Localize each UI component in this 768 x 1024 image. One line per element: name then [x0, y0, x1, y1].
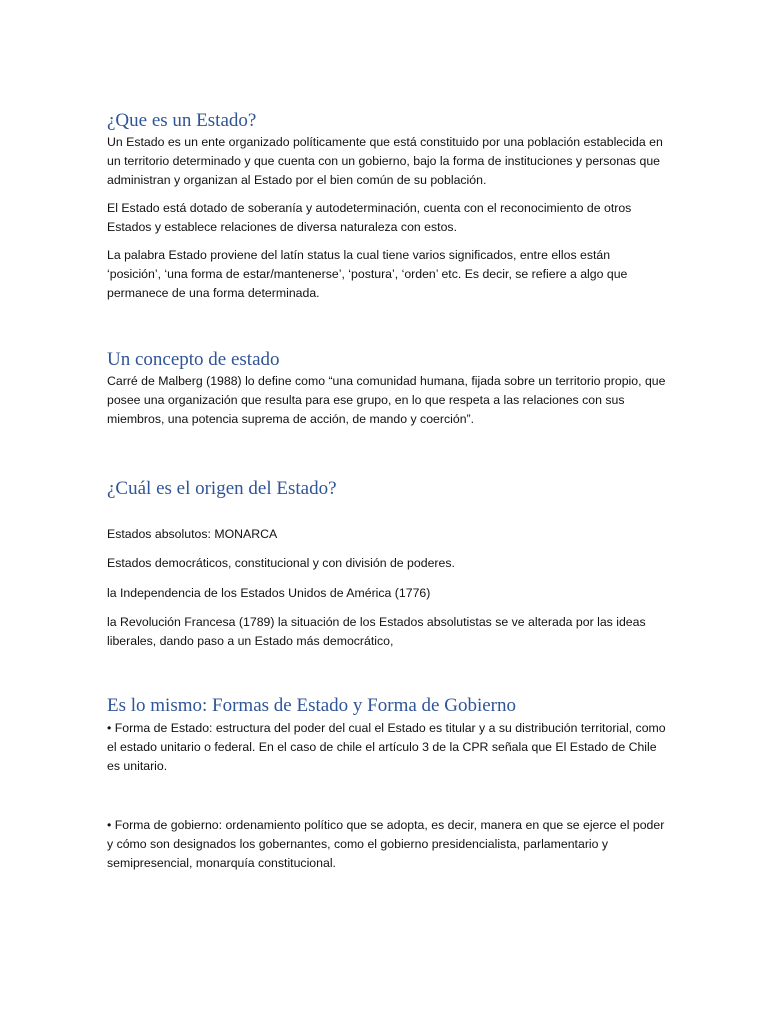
paragraph-definicion: Un Estado es un ente organizado políticamente que está constituido por una población establecida en un territorio determinado y que cuenta con un gobierno, bajo la forma de instituciones y personas que administran y organizan al Estado por el bien común de su población.	[107, 135, 663, 187]
heading-formas-estado-gobierno: Es lo mismo: Formas de Estado y Forma de Gobierno	[107, 695, 516, 716]
heading-concepto-estado: Un concepto de estado	[107, 349, 280, 370]
paragraph-carre-de-malberg: Carré de Malberg (1988) lo define como “una comunidad humana, fijada sobre un territorio propio, que posee una organización que resulta para ese grupo, en lo que respeta a las relaciones con sus miembros, una potencia suprema de acción, de mando y coerción”.	[107, 374, 666, 426]
paragraph-revolucion-francesa: la Revolución Francesa (1789) la situación de los Estados absolutistas se ve alterada por las ideas liberales, dando paso a un Estado más democrático,	[107, 615, 646, 648]
paragraph-etimologia: La palabra Estado proviene del latín status la cual tiene varios significados, entre ellos están ‘posición’, ‘una forma de estar/mantenerse’, ‘postura’, ‘orden’ etc. Es decir, se refiere a algo que permanece de una forma determinada.	[107, 248, 628, 300]
paragraph-estados-democraticos: Estados democráticos, constitucional y con división de poderes.	[107, 556, 455, 570]
heading-origen-estado: ¿Cuál es el origen del Estado?	[107, 478, 337, 499]
paragraph-forma-de-estado: • Forma de Estado: estructura del poder del cual el Estado es titular y a su distribución territorial, como el estado unitario o federal. En el caso de chile el artículo 3 de la CPR señala que El Estado de Chile es unitario.	[107, 721, 666, 773]
paragraph-soberania: El Estado está dotado de soberanía y autodeterminación, cuenta con el reconocimiento de otros Estados y establece relaciones de diversa naturaleza con estos.	[107, 201, 632, 234]
heading-que-es-estado: ¿Que es un Estado?	[107, 110, 257, 131]
paragraph-estados-absolutos: Estados absolutos: MONARCA	[107, 527, 278, 541]
paragraph-forma-de-gobierno: • Forma de gobierno: ordenamiento político que se adopta, es decir, manera en que se ejerce el poder y cómo son designados los gobernantes, como el gobierno presidencialista, parlamentario y semipresencial, monarquía constitucional.	[107, 818, 665, 870]
paragraph-independencia-eeuu: la Independencia de los Estados Unidos de América (1776)	[107, 586, 431, 600]
